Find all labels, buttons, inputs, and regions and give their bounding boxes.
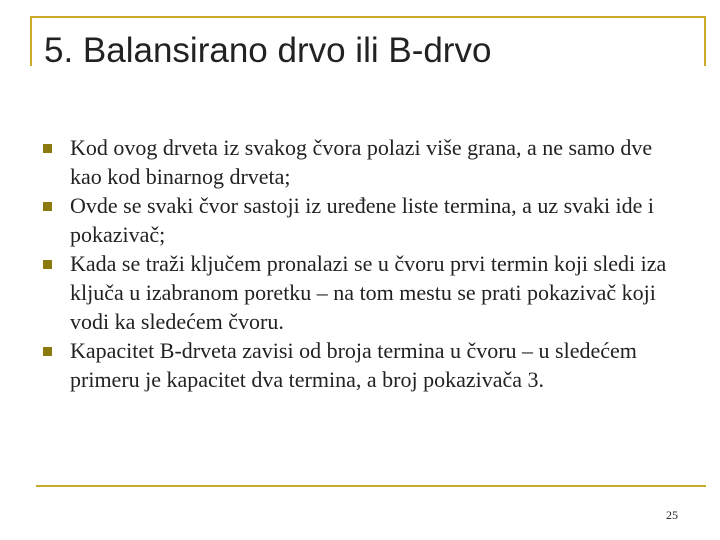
bullet-text: Kapacitet B-drveta zavisi od broja termina u čvoru – u sledećem primeru je kapacitet dva termina, a broj pokazivača 3. <box>70 338 637 392</box>
bullet-item <box>40 249 680 336</box>
footer-divider <box>36 485 706 487</box>
bullet-item <box>40 336 680 394</box>
title-frame-top <box>30 16 706 18</box>
square-bullet-icon <box>43 260 52 269</box>
slide-title: 5. Balansirano drvo ili B-drvo <box>44 31 492 70</box>
page-number: 25 <box>666 508 678 522</box>
bullet-list <box>40 133 680 394</box>
bullet-text: Ovde se svaki čvor sastoji iz uređene liste termina, a uz svaki ide i pokazivač; <box>70 193 655 247</box>
bullet-text: Kada se traži ključem pronalazi se u čvoru prvi termin koji sledi iza ključa u izabranom poretku – na tom mestu se prati pokazivač koji vodi ka sledećem čvoru. <box>70 251 667 334</box>
title-frame-left <box>30 16 32 66</box>
square-bullet-icon <box>43 347 52 356</box>
square-bullet-icon <box>43 144 52 153</box>
bullet-text: Kod ovog drveta iz svakog čvora polazi više grana, a ne samo dve kao kod binarnog drveta; <box>70 135 653 189</box>
bullet-item <box>40 133 680 191</box>
bullet-item <box>40 191 680 249</box>
square-bullet-icon <box>43 202 52 211</box>
title-frame-right <box>704 16 706 66</box>
